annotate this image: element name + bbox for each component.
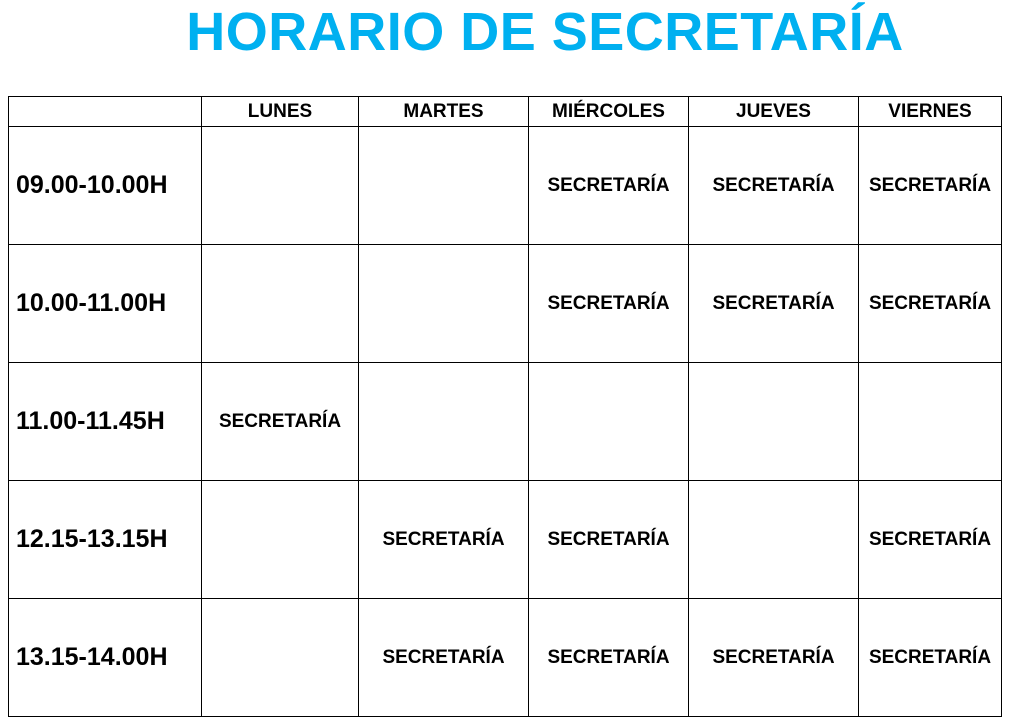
- cell-text: SECRETARÍA: [868, 528, 992, 550]
- schedule-cell: [859, 245, 1002, 363]
- schedule-cell: [529, 599, 689, 717]
- day-header-lunes: LUNES: [202, 97, 359, 127]
- cell-text: SECRETARÍA: [868, 174, 992, 196]
- day-header-viernes: VIERNES: [859, 97, 1002, 127]
- table-row: [9, 245, 1002, 363]
- schedule-cell: [859, 481, 1002, 599]
- schedule-cell: [529, 363, 689, 481]
- cell-text: SECRETARÍA: [712, 292, 835, 314]
- cell-text: SECRETARÍA: [547, 528, 670, 550]
- schedule-cell: [689, 599, 859, 717]
- schedule-cell: [359, 127, 529, 245]
- schedule-cell: [689, 481, 859, 599]
- schedule-cell: [689, 363, 859, 481]
- schedule-cell: [859, 599, 1002, 717]
- schedule-cell: [359, 599, 529, 717]
- schedule-cell: [202, 599, 359, 717]
- schedule-table: [8, 96, 1002, 717]
- cell-text: SECRETARÍA: [547, 292, 670, 314]
- schedule-cell: [859, 363, 1002, 481]
- cell-text: SECRETARÍA: [712, 174, 835, 196]
- cell-text: SECRETARÍA: [868, 646, 992, 668]
- time-slot-label: 09.00-10.00H: [9, 127, 202, 245]
- cell-text: SECRETARÍA: [382, 528, 505, 550]
- time-slot-label: 10.00-11.00H: [9, 245, 202, 363]
- time-slot-label: 11.00-11.45H: [9, 363, 202, 481]
- cell-text: SECRETARÍA: [712, 646, 835, 668]
- schedule-cell: [359, 245, 529, 363]
- day-header-martes: MARTES: [359, 97, 529, 127]
- cell-text: SECRETARÍA: [218, 410, 342, 432]
- page-title: HORARIO DE SECRETARÍA: [186, 2, 904, 62]
- day-header-jueves: JUEVES: [689, 97, 859, 127]
- table-row: [9, 599, 1002, 717]
- schedule-cell: [529, 245, 689, 363]
- cell-text: SECRETARÍA: [547, 174, 670, 196]
- cell-text: SECRETARÍA: [547, 646, 670, 668]
- cell-text: SECRETARÍA: [382, 646, 505, 668]
- table-row: [9, 363, 1002, 481]
- schedule-cell: [689, 245, 859, 363]
- schedule-cell: [202, 245, 359, 363]
- time-slot-label: 12.15-13.15H: [9, 481, 202, 599]
- day-header-miercoles: MIÉRCOLES: [529, 97, 689, 127]
- schedule-cell: [202, 363, 359, 481]
- table-row: [9, 127, 1002, 245]
- schedule-cell: [202, 127, 359, 245]
- time-slot-label: 13.15-14.00H: [9, 599, 202, 717]
- schedule-cell: [689, 127, 859, 245]
- schedule-cell: [859, 127, 1002, 245]
- schedule-cell: [202, 481, 359, 599]
- schedule-cell: [359, 481, 529, 599]
- header-row: [9, 97, 1002, 127]
- schedule-cell: [529, 481, 689, 599]
- schedule-cell: [359, 363, 529, 481]
- table-row: [9, 481, 1002, 599]
- cell-text: SECRETARÍA: [868, 292, 992, 314]
- corner-cell: [9, 97, 202, 127]
- schedule-cell: [529, 127, 689, 245]
